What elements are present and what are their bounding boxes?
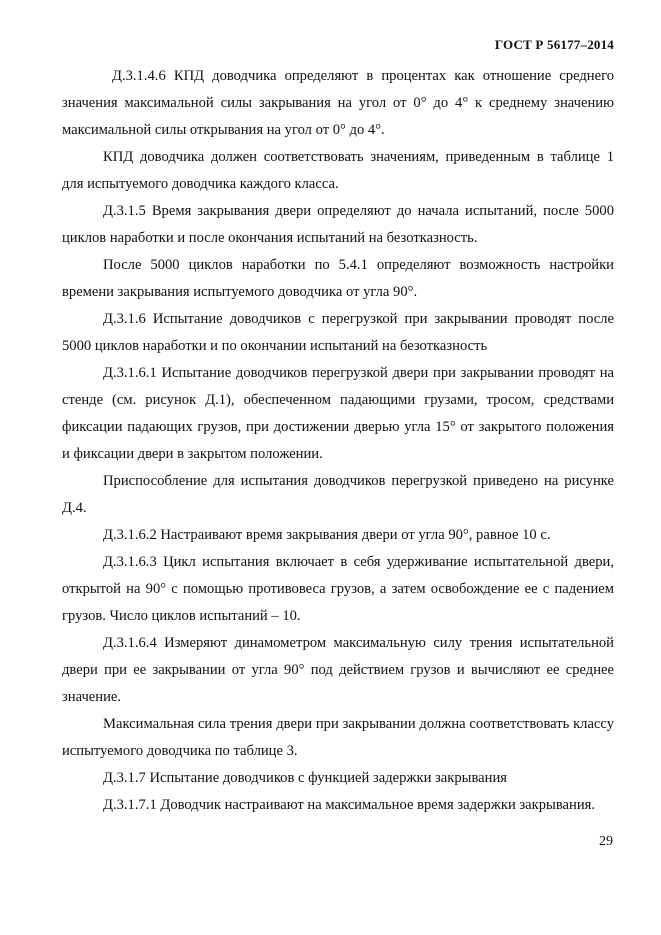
paragraph-max-friction: Максимальная сила трения двери при закрывании должна соответствовать классу испытуемого доводчика по таблице 3. bbox=[62, 716, 614, 759]
paragraph-d3161: Д.3.1.6.1 Испытание доводчиков перегрузкой двери при закрывании проводят на стенде (см. рисунок Д.1), обеспеченном падающими грузами, тросом, средствами фиксации падающих грузов, при достижении дверью угла 15° от закрытого положения и фиксации двери в закрытом положении. bbox=[62, 365, 614, 462]
page-number: 29 bbox=[599, 834, 613, 849]
paragraph-d316: Д.3.1.6 Испытание доводчиков с перегрузкой при закрывании проводят после 5000 циклов наработки и по окончании испытаний на безотказность bbox=[62, 311, 614, 354]
paragraph-d3146: Д.3.1.4.6 КПД доводчика определяют в процентах как отношение среднего значения максимальной силы закрывания на угол от 0° до 4° к среднему значению максимальной силы открывания на угол от 0° до 4°. bbox=[62, 68, 614, 138]
paragraph-d315: Д.3.1.5 Время закрывания двери определяют до начала испытаний, после 5000 циклов наработки и после окончания испытаний на безотказность. bbox=[62, 203, 614, 246]
paragraph-fixture: Приспособление для испытания доводчиков перегрузкой приведено на рисунке Д.4. bbox=[62, 473, 614, 516]
paragraph-d3164: Д.3.1.6.4 Измеряют динамометром максимальную силу трения испытательной двери при ее закрывании от угла 90° под действием грузов и вычисляют ее среднее значение. bbox=[62, 635, 614, 705]
body-text bbox=[62, 63, 614, 819]
paragraph-d3171: Д.3.1.7.1 Доводчик настраивают на максимальное время задержки закрывания. bbox=[103, 797, 596, 813]
paragraph-d3163: Д.3.1.6.3 Цикл испытания включает в себя удерживание испытательной двери, открытой на 90° с помощью противовеса грузов, а затем освобождение ее с падением грузов. Число циклов испытаний – 10. bbox=[62, 554, 614, 624]
paragraph-kpd-requirement: КПД доводчика должен соответствовать значениям, приведенным в таблице 1 для испытуемого доводчика каждого класса. bbox=[62, 149, 614, 192]
paragraph-d317: Д.3.1.7 Испытание доводчиков с функцией задержки закрывания bbox=[103, 770, 507, 786]
paragraph-d3162: Д.3.1.6.2 Настраивают время закрывания двери от угла 90°, равное 10 с. bbox=[103, 527, 551, 543]
paragraph-after-5000-cycles: После 5000 циклов наработки по 5.4.1 определяют возможность настройки времени закрывания испытуемого доводчика от угла 90°. bbox=[62, 257, 614, 300]
standard-header: ГОСТ Р 56177–2014 bbox=[494, 37, 614, 52]
